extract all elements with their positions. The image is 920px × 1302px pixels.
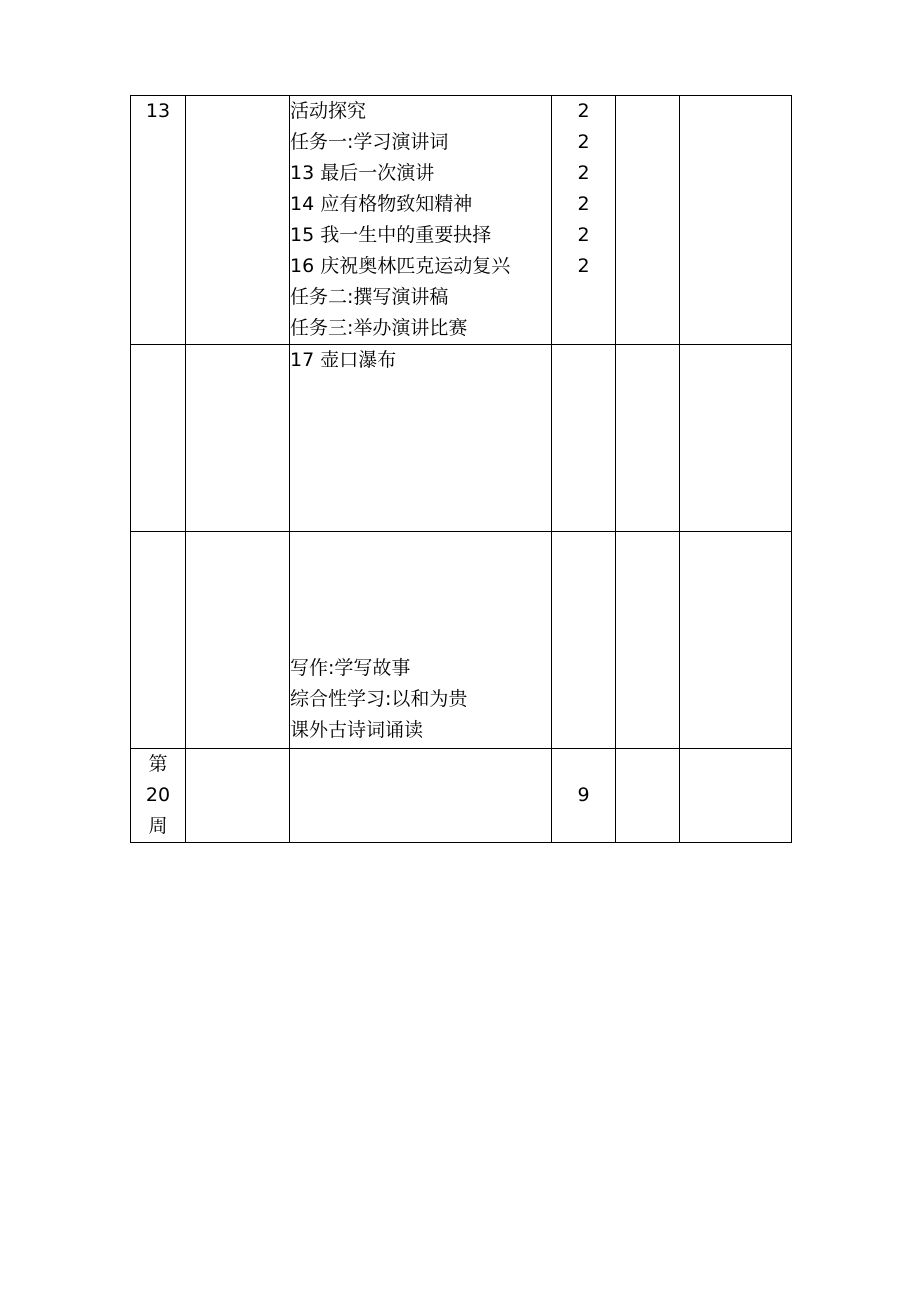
hours-value: 2 — [577, 131, 590, 153]
content-line: 课外古诗词诵读 — [290, 719, 424, 741]
table-row — [131, 532, 792, 749]
empty-cell — [680, 96, 792, 345]
week-label-char: 第 — [148, 753, 168, 775]
week-cell — [131, 345, 186, 532]
hours-value: 9 — [577, 784, 590, 806]
content-line: 13 最后一次演讲 — [290, 162, 435, 184]
empty-cell — [186, 749, 290, 843]
table-row — [131, 345, 792, 532]
content-line: 任务二:撰写演讲稿 — [290, 286, 449, 308]
content-line: 17 壶口瀑布 — [290, 349, 397, 371]
hours-value: 2 — [577, 100, 590, 122]
schedule-table — [130, 95, 792, 843]
empty-cell — [616, 345, 680, 532]
empty-cell — [680, 749, 792, 843]
content-cell — [290, 749, 552, 843]
week-label-number: 20 — [145, 784, 171, 806]
hours-cell — [552, 96, 616, 345]
content-line: 15 我一生中的重要抉择 — [290, 224, 492, 246]
hours-value: 2 — [577, 255, 590, 277]
content-line: 任务一:学习演讲词 — [290, 131, 449, 153]
content-line: 综合性学习:以和为贵 — [290, 688, 468, 710]
hours-value: 2 — [577, 193, 590, 215]
content-line: 写作:学写故事 — [290, 657, 411, 679]
table-row — [131, 749, 792, 843]
content-cell — [290, 345, 552, 532]
empty-cell — [680, 532, 792, 749]
content-line: 活动探究 — [290, 100, 367, 122]
hours-cell — [552, 345, 616, 532]
week-cell — [131, 532, 186, 749]
week-number: 13 — [145, 100, 171, 122]
week-cell — [131, 749, 186, 843]
week-cell — [131, 96, 186, 345]
content-line: 14 应有格物致知精神 — [290, 193, 473, 215]
hours-value: 2 — [577, 224, 590, 246]
empty-cell — [616, 96, 680, 345]
hours-value: 2 — [577, 162, 590, 184]
table-row — [131, 96, 792, 345]
content-line: 16 庆祝奥林匹克运动复兴 — [290, 255, 511, 277]
hours-cell — [552, 532, 616, 749]
hours-cell — [552, 749, 616, 843]
empty-cell — [186, 96, 290, 345]
empty-cell — [616, 532, 680, 749]
content-cell — [290, 532, 552, 749]
content-cell — [290, 96, 552, 345]
empty-cell — [186, 532, 290, 749]
content-line: 任务三:举办演讲比赛 — [290, 317, 468, 339]
week-label-char: 周 — [148, 815, 168, 837]
empty-cell — [680, 345, 792, 532]
empty-cell — [186, 345, 290, 532]
empty-cell — [616, 749, 680, 843]
